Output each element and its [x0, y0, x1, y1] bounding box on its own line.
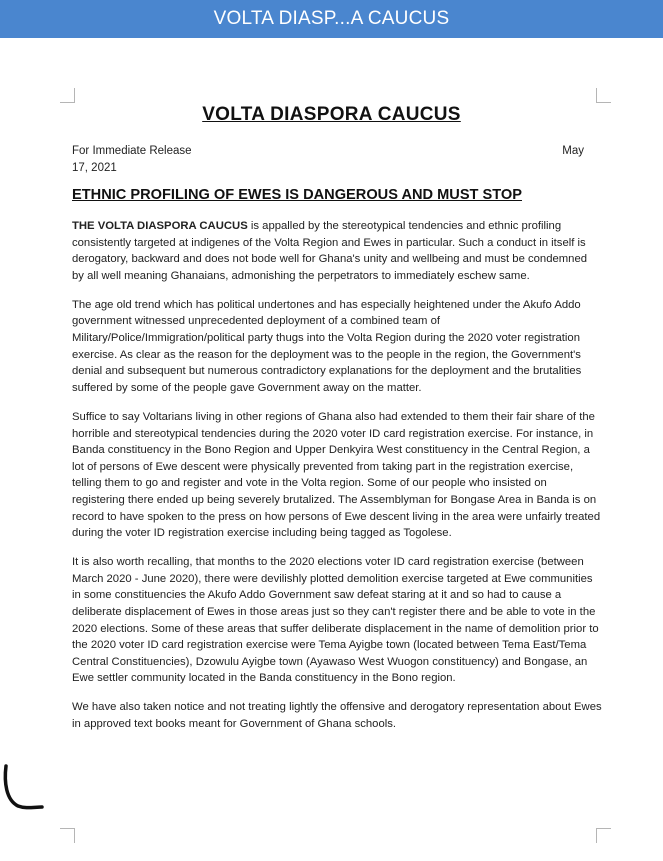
release-month: May: [562, 145, 584, 157]
paragraph-1-text: is appalled by the stereotypical tendencies and ethnic profiling consistently targeted at indigenes of the Volta Region and Ewes in particular. Such a conduct in itself is derogatory, backward and does not bode well for Ghana's unity and wellbeing and must be condemned by all well meaning Ghanaians, admonishing the perpetrators to immediately eschew same.: [72, 220, 588, 282]
paragraph-3: Suffice to say Voltarians living in other regions of Ghana also had extended to them their fair share of the horrible and stereotypical tendencies during the 2020 voter ID card registration exercise. For instance, in Banda constituency in the Bono Region and Upper Denkyira West constituency in the Central Region, a lot of persons of Ewe descent were physically prevented from taking part in the registration exercise, telling them to go and register and vote in the Volta region. Some of our people who insisted on registering there ended up being severely brutalized. The Assemblyman for Bongase Area in Banda is on record to have spoken to the press on how persons of Ewe descent living in the area were unfairly treated during the voter ID registration exercise including being tagged as Togolese.: [72, 410, 601, 540]
paragraph-5: We have also taken notice and not treating lightly the offensive and derogatory representation about Ewes in approved text books meant for Government of Ghana schools.: [72, 701, 602, 731]
release-line: [72, 143, 584, 177]
paragraph-4: It is also worth recalling, that months to the 2020 elections voter ID card registration exercise (between March 2020 - June 2020), there were devilishly plotted demolition exercise targeted at Ewe communities in some constituencies the Akufo Addo Government saw defeat staring at it and so had to cause a deliberate displacement of Ewes in those areas just so they can't register there and be able to vote in the 2020 elections. Some of these areas that suffer deliberate displacement in the name of demolition prior to the 2020 voter ID card registration exercise were Tema Ayigbe town (located between Tema East/Tema Central Constituencies), Dzowulu Ayigbe town (Ayawaso West Wuogon constituency) and Bongase, an Ewe settler community located in the Banda constituency in the Bono region.: [72, 556, 599, 685]
paragraph-1-lead: THE VOLTA DIASPORA CAUCUS: [72, 220, 248, 232]
release-label: For Immediate Release: [72, 145, 192, 157]
paragraph-2: The age old trend which has political undertones and has especially heightened under the Akufo Addo government witnessed unprecedented deployment of a combined team of Military/Police/Immigration/political party thugs into the Volta Region during the 2020 voter registration exercise. As clear as the reason for the deployment was to the people in the region, the Government's denial and subsequent but numerous contradictory explanations for the deployment and the brutalities suffered by some of the people gave Government away on the matter.: [72, 298, 582, 394]
pen-scribble-mark: [0, 760, 50, 820]
document-page: [0, 38, 663, 861]
paragraph-1: [72, 218, 602, 284]
document-title: VOLTA DIASPORA CAUCUS: [202, 104, 461, 125]
document-tab-title: VOLTA DIASP...A CAUCUS: [213, 8, 450, 29]
crop-mark-bottom-left: [60, 828, 75, 843]
press-release-headline: ETHNIC PROFILING OF EWES IS DANGEROUS AND MUST STOP: [72, 187, 522, 203]
document-title-bar: [0, 0, 663, 38]
press-release-body: [72, 218, 602, 745]
crop-mark-bottom-right: [596, 828, 611, 843]
crop-mark-top-right: [596, 88, 611, 103]
release-date: 17, 2021: [72, 162, 117, 174]
crop-mark-top-left: [60, 88, 75, 103]
